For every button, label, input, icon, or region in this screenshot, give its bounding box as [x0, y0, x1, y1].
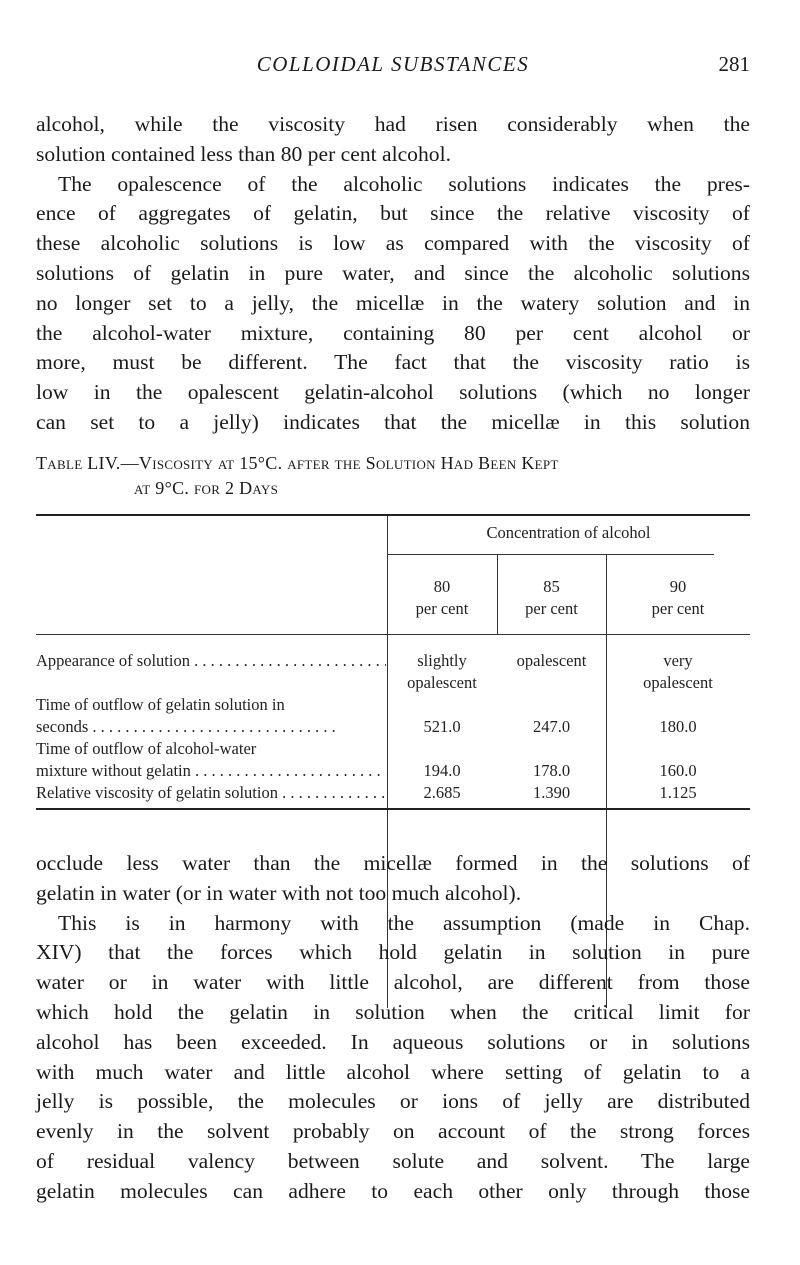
column-header-unit: per cent — [415, 599, 469, 618]
table-cell: 247.0 — [532, 717, 571, 736]
body-paragraph-bottom — [36, 849, 750, 1207]
cell-text: slightly — [417, 651, 467, 670]
text-line: alcohol has been exceeded. In aqueous solutions or in solutions — [36, 1029, 750, 1054]
text-line: evenly in the solvent probably on account of the strong forces — [36, 1119, 750, 1144]
cell-text: very — [663, 651, 693, 670]
text-line: of residual valency between solute and solvent. The large — [36, 1148, 750, 1173]
header-bottom-rule — [36, 634, 750, 635]
group-header-rule — [387, 554, 714, 555]
table-caption — [36, 451, 750, 501]
table-cell: 521.0 — [423, 717, 461, 736]
column-header — [387, 576, 497, 620]
text-line: these alcoholic solutions is low as compared with the viscosity of — [36, 231, 750, 256]
text-line: can set to a jelly) indicates that the micellæ in this solution — [36, 409, 750, 434]
table-cell: 178.0 — [532, 761, 571, 780]
row-label-text: Relative viscosity of gelatin solution . . . — [36, 783, 386, 802]
text-line: which hold the gelatin in solution when the critical limit for — [36, 999, 750, 1024]
text-line: the alcohol-water mixture, containing 80 per cent alcohol or — [36, 320, 750, 345]
table-cell — [497, 650, 606, 672]
text-line: alcohol, while the viscosity had risen considerably when the — [36, 112, 750, 136]
text-line: gelatin in water (or in water with not too much alcohol). — [36, 880, 522, 905]
text-line: more, must be different. The fact that the viscosity ratio is — [36, 350, 750, 375]
text-line: with much water and little alcohol where setting of gelatin to a — [36, 1059, 750, 1084]
text-line: XIV) that the forces which hold gelatin in solution in pure — [36, 940, 750, 965]
cell-text: opalescent — [643, 673, 713, 692]
cell-text: opalescent — [516, 651, 587, 670]
column-header — [606, 576, 750, 620]
text-line: occlude less water than the micellæ formed in the solutions of — [36, 851, 750, 875]
table-cell: 1.125 — [659, 783, 697, 802]
table-cell: 180.0 — [659, 717, 697, 736]
text-line: This is in harmony with the assumption (made in Chap. — [58, 910, 750, 935]
table-cell — [387, 650, 497, 694]
row-label — [36, 650, 386, 672]
cell-text: opalescent — [407, 673, 477, 692]
row-label — [36, 694, 386, 738]
row-label-text: Appearance of solution . . . — [36, 651, 386, 670]
table-bottom-rule — [36, 808, 750, 810]
group-header: Concentration of alcohol — [486, 523, 651, 542]
row-label-text: Time of outflow of alcohol-water — [36, 739, 257, 758]
table-cell: 194.0 — [423, 761, 461, 780]
column-header — [497, 576, 606, 620]
column-header-unit: per cent — [651, 599, 705, 618]
column-header-value: 80 — [433, 577, 451, 596]
column-header-unit: per cent — [525, 599, 578, 618]
text-line: solution contained less than 80 per cent alcohol. — [36, 141, 451, 166]
table-caption-line: Table LIV.—Viscosity at 15°C. after the Solution Had Been Kept — [36, 453, 559, 473]
table-cell: 2.685 — [423, 783, 461, 802]
column-header-value: 90 — [669, 577, 687, 596]
text-line: low in the opalescent gelatin-alcohol solutions (which no longer — [36, 380, 750, 405]
table-top-rule — [36, 514, 750, 516]
text-line: The opalescence of the alcoholic solutions indicates the pres- — [58, 171, 750, 196]
page-number: 281 — [718, 52, 750, 76]
text-line: ence of aggregates of gelatin, but since the relative viscosity of — [36, 201, 750, 226]
body-paragraph-top — [36, 110, 750, 438]
page-header — [36, 52, 750, 82]
table-cell: 160.0 — [659, 761, 697, 780]
text-line: gelatin molecules can adhere to each other only through those — [36, 1178, 750, 1203]
table-caption-line: at 9°C. for 2 Days — [134, 478, 279, 498]
text-line: jelly is possible, the molecules or ions of jelly are distributed — [36, 1089, 750, 1114]
row-label-text: seconds . . . — [36, 717, 336, 736]
row-label-text: Time of outflow of gelatin solution in — [36, 695, 285, 714]
text-line: no longer set to a jelly, the micellæ in the watery solution and in — [36, 290, 750, 315]
table-cell: 1.390 — [532, 783, 571, 802]
table-cell — [606, 650, 750, 694]
column-header-value: 85 — [543, 577, 560, 596]
running-head: COLLOIDAL SUBSTANCES — [256, 52, 530, 76]
row-label-text: mixture without gelatin . . . — [36, 761, 386, 780]
text-line: water or in water with little alcohol, are different from those — [36, 970, 750, 995]
row-label — [36, 782, 386, 804]
text-line: solutions of gelatin in pure water, and since the alcoholic solutions — [36, 260, 750, 285]
row-label — [36, 738, 386, 782]
